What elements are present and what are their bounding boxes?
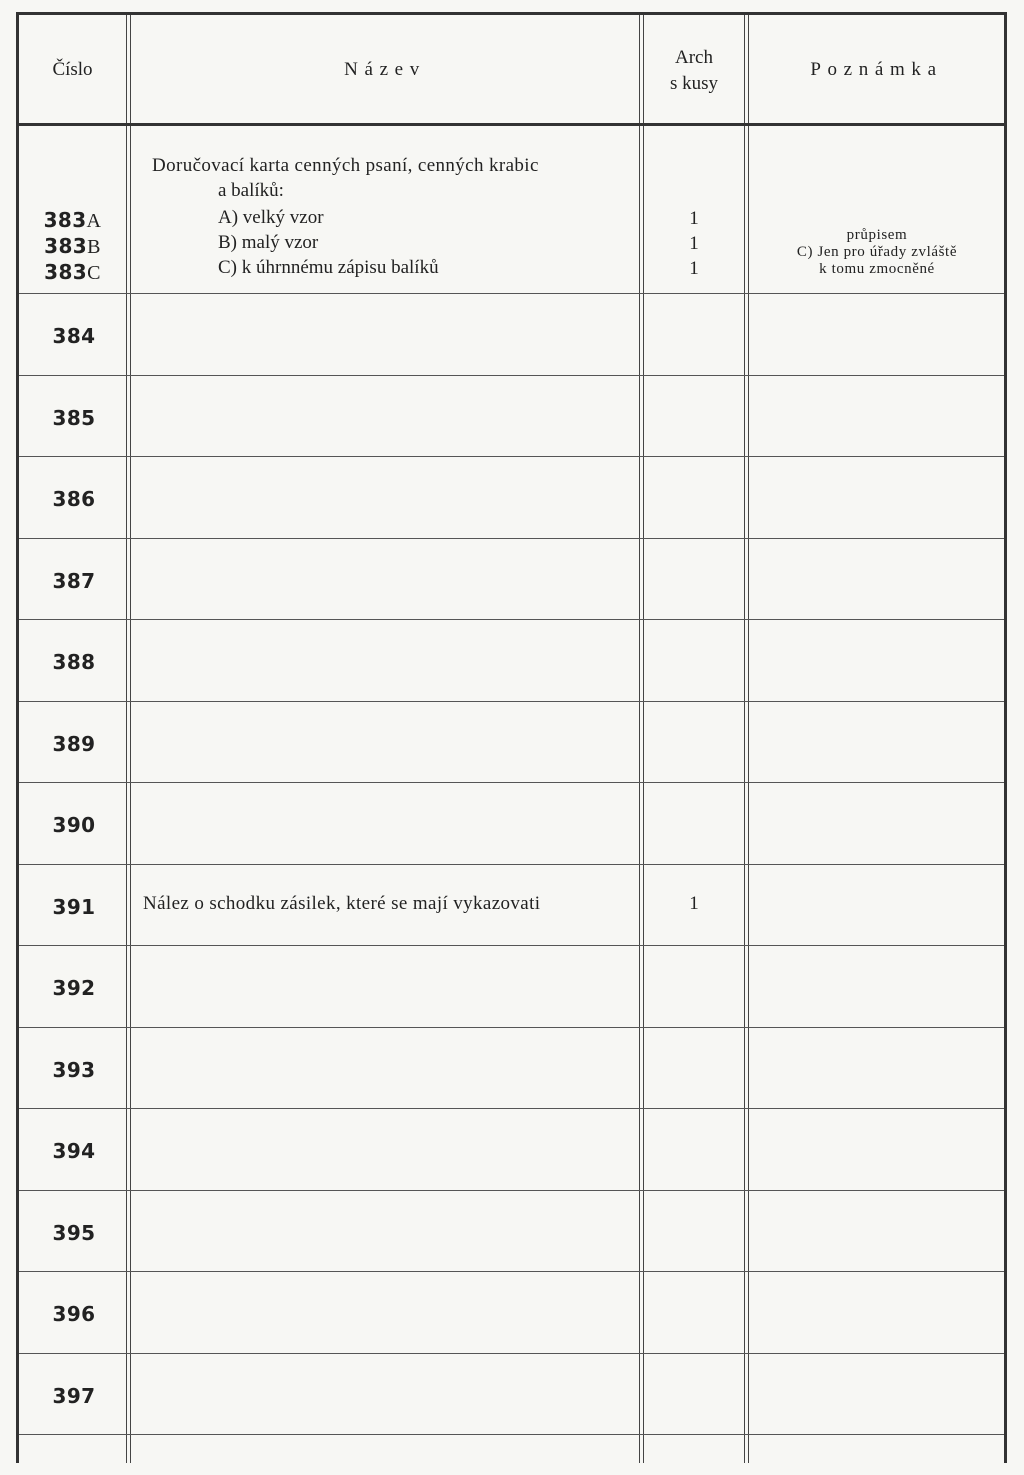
table-row — [19, 619, 1004, 701]
table-row — [19, 1271, 1004, 1353]
table-row — [19, 945, 1004, 1027]
row-383-qty: 1 1 1 — [689, 208, 699, 279]
row-divider — [19, 1108, 1004, 1109]
row-divider — [19, 1353, 1004, 1354]
row-qty: 1 — [689, 892, 699, 914]
header-name: Název — [344, 59, 426, 80]
table-row — [19, 782, 1004, 864]
row-number: 387 — [52, 568, 96, 593]
row-divider — [19, 293, 1004, 294]
row-divider — [19, 619, 1004, 620]
table-row — [19, 1108, 1004, 1190]
row-383-note: průpisem C) Jen pro úřady zvláště k tomu zmocněné — [796, 227, 958, 277]
header-number: Číslo — [52, 59, 93, 80]
row-383-numbers: 383A 383B 383C — [43, 208, 102, 284]
header-sheets-line1: Arch — [675, 47, 713, 68]
register-table — [16, 12, 1007, 1463]
row-divider — [19, 1271, 1004, 1272]
header-sheets-line2: s kusy — [669, 73, 719, 94]
row-383-title: Doručovací karta cenných psaní, cenných krabic — [152, 155, 539, 176]
row-number: 385 — [52, 405, 96, 430]
row-383-name — [152, 153, 632, 280]
table-row — [19, 1027, 1004, 1109]
table-row — [19, 538, 1004, 620]
table-row — [19, 456, 1004, 538]
header-note: Poznámka — [810, 59, 943, 80]
row-number: 395 — [52, 1220, 96, 1245]
row-divider — [19, 1190, 1004, 1191]
row-divider — [19, 1027, 1004, 1028]
table-row — [19, 864, 1004, 946]
row-383-item-a: A) velký vzor — [218, 207, 324, 228]
header-divider — [19, 123, 1004, 126]
table-row — [19, 701, 1004, 783]
table-row — [19, 1353, 1004, 1435]
row-number: 394 — [52, 1139, 96, 1163]
row-divider — [19, 538, 1004, 539]
row-number: 384 — [52, 324, 96, 348]
row-number: 390 — [52, 813, 96, 837]
row-number: 393 — [52, 1057, 96, 1082]
row-number: 386 — [52, 487, 96, 511]
row-383-item-b: B) malý vzor — [218, 232, 319, 253]
table-row — [19, 375, 1004, 457]
row-number: 397 — [52, 1383, 96, 1408]
table-row — [19, 1190, 1004, 1272]
row-383-item-c: C) k úhrnnému zápisu balíků — [218, 257, 439, 278]
row-divider — [19, 945, 1004, 946]
table-row — [19, 293, 1004, 375]
row-number: 392 — [52, 976, 96, 1000]
row-divider — [19, 1434, 1004, 1435]
row-383-title-cont: a balíků: — [218, 180, 284, 201]
row-name: Nález o schodku zásilek, které se mají vykazovati — [143, 892, 541, 914]
row-divider — [19, 864, 1004, 865]
row-number: 388 — [52, 650, 96, 674]
row-number: 389 — [52, 731, 96, 756]
row-divider — [19, 456, 1004, 457]
row-divider — [19, 782, 1004, 783]
header-sheets — [644, 45, 744, 97]
row-divider — [19, 701, 1004, 702]
row-divider — [19, 375, 1004, 376]
row-number: 396 — [52, 1302, 96, 1326]
row-number: 391 — [52, 894, 96, 919]
